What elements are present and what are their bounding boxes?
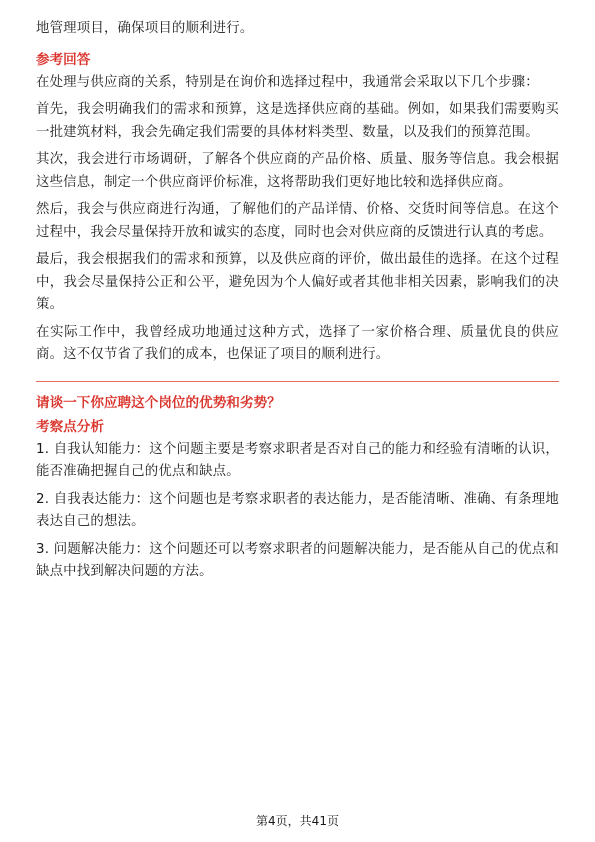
answer-label: 参考回答: [36, 51, 91, 68]
answer-paragraph-3: 其次，我会进行市场调研，了解各个供应商的产品价格、质量、服务等信息。我会根据这些信息，制定一个供应商评价标准，这将帮助我们更好地比较和选择供应商。: [36, 152, 559, 190]
answer-paragraph-4: 然后，我会与供应商进行沟通，了解他们的产品详情、价格、交货时间等信息。在这个过程中，我会尽量保持开放和诚实的态度，同时也会对供应商的反馈进行认真的考虑。: [36, 202, 559, 240]
analysis-label: 考察点分析: [36, 418, 104, 435]
answer-paragraph-6: 在实际工作中，我曾经成功地通过这种方式，选择了一家价格合理、质量优良的供应商。这不仅节省了我们的成本，也保证了项目的顺利进行。: [36, 324, 559, 362]
answer-paragraph-1: 在处理与供应商的关系，特别是在询价和选择过程中，我通常会采取以下几个步骤：: [36, 74, 539, 90]
section-divider: [36, 381, 559, 382]
analysis-point-3: 3. 问题解决能力：这个问题还可以考察求职者的问题解决能力，是否能从自己的优点和缺点中找到解决问题的方法。: [36, 541, 559, 579]
page-number-footer: 第4页，共41页: [256, 814, 339, 828]
intro-tail-paragraph: 地管理项目，确保项目的顺利进行。: [36, 21, 254, 36]
analysis-point-2: 2. 自我表达能力：这个问题也是考察求职者的表达能力，是否能清晰、准确、有条理地表达自己的想法。: [36, 491, 559, 529]
question-title: 请谈一下你应聘这个岗位的优势和劣势？: [36, 394, 281, 411]
answer-paragraph-2: 首先，我会明确我们的需求和预算，这是选择供应商的基础。例如，如果我们需要购买一批建筑材料，我会先确定我们需要的具体材料类型、数量，以及我们的预算范围。: [36, 102, 559, 140]
answer-paragraph-5: 最后，我会根据我们的需求和预算，以及供应商的评价，做出最佳的选择。在这个过程中，我会尽量保持公正和公平，避免因为个人偏好或者其他非相关因素，影响我们的决策。: [36, 252, 559, 312]
document-page: [36, 18, 559, 589]
analysis-point-1: 1. 自我认知能力：这个问题主要是考察求职者是否对自己的能力和经验有清晰的认识，能否准确把握自己的优点和缺点。: [36, 441, 559, 479]
